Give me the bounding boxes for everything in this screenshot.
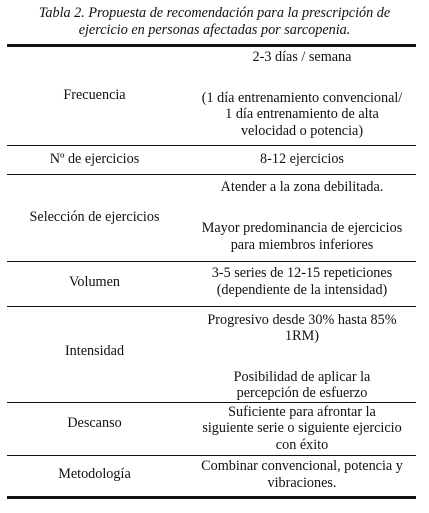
param-frecuencia: Frecuencia xyxy=(63,87,126,103)
table-bottom-rule xyxy=(7,496,416,499)
value-volumen-line-2: (dependiente de la intensidad) xyxy=(216,282,388,298)
value-frecuencia-line-2: (1 día entrenamiento convencional/ xyxy=(201,90,403,106)
value-descanso-line-3: con éxito xyxy=(275,437,329,453)
row-divider xyxy=(7,145,416,146)
value-metodologia-line-1: Combinar convencional, potencia y xyxy=(201,458,403,474)
param-intensidad: Intensidad xyxy=(64,343,125,359)
param-descanso: Descanso xyxy=(67,415,122,431)
row-divider xyxy=(7,455,416,456)
value-frecuencia-line-4: velocidad o potencia) xyxy=(240,123,364,139)
value-descanso-line-2: siguiente serie o siguiente ejercicio xyxy=(202,420,402,436)
value-seleccion-line-3: para miembros inferiores xyxy=(230,237,374,253)
value-frecuencia-line-1: 2-3 días / semana xyxy=(252,49,352,65)
value-num-ejercicios-line-1: 8-12 ejercicios xyxy=(260,151,344,167)
value-volumen-line-1: 3-5 series de 12-15 repeticiones xyxy=(211,265,393,281)
row-divider xyxy=(7,402,416,403)
value-intensidad-line-2: 1RM) xyxy=(285,328,319,344)
row-divider xyxy=(7,174,416,175)
caption-line-2: ejercicio en personas afectadas por sarcopenia. xyxy=(78,22,351,38)
param-num-ejercicios: Nº de ejercicios xyxy=(49,151,140,167)
value-seleccion-line-2: Mayor predominancia de ejercicios xyxy=(201,220,403,236)
value-metodologia-line-2: vibraciones. xyxy=(267,475,337,491)
value-intensidad-line-4: percepción de esfuerzo xyxy=(236,385,368,401)
value-descanso-line-1: Suficiente para afrontar la xyxy=(228,404,376,420)
param-volumen: Volumen xyxy=(69,274,120,290)
value-intensidad-line-3: Posibilidad de aplicar la xyxy=(233,369,371,385)
value-frecuencia-line-3: 1 día entrenamiento de alta xyxy=(225,106,379,122)
row-divider xyxy=(7,306,416,307)
param-metodologia: Metodología xyxy=(58,466,131,482)
caption-line-1: Tabla 2. Propuesta de recomendación para la prescripción de xyxy=(38,5,391,21)
row-divider xyxy=(7,261,416,262)
table-top-rule xyxy=(7,44,416,47)
value-intensidad-line-1: Progresivo desde 30% hasta 85% xyxy=(207,312,397,328)
param-seleccion: Selección de ejercicios xyxy=(29,209,160,225)
value-seleccion-line-1: Atender a la zona debilitada. xyxy=(220,179,384,195)
